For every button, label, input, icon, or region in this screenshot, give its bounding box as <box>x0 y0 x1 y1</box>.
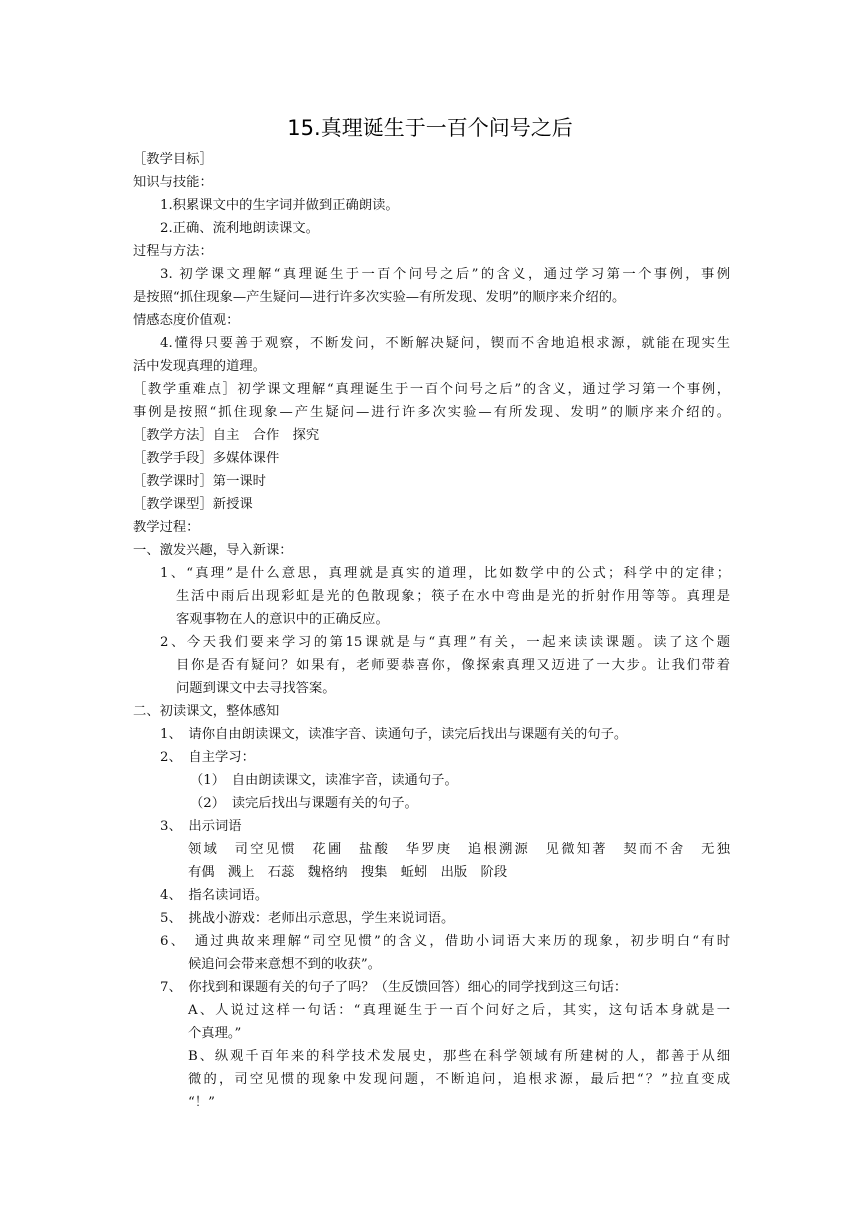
paragraph-line: 是按照“抓住现象—产生疑问—进行许多次实验—有所发现、发明”的顺序来介绍的。 <box>133 290 626 305</box>
section-heading: ［教学目标］ <box>133 152 213 167</box>
list-item: 1.积累课文中的生字词并做到正确朗读。 <box>160 198 399 213</box>
paragraph-line: 活中发现真理的道理。 <box>133 359 266 374</box>
quote-line: 个真理。” <box>188 1026 242 1041</box>
paragraph-line: 客观事物在人的意识中的正确反应。 <box>176 612 389 627</box>
paragraph-line: 2、今天我们要来学习的第15课就是与“真理”有关，一起来读读课题。读了这个题 <box>160 635 730 650</box>
paragraph-line: ［教学重难点］初学课文理解“真理诞生于一百个问号之后”的含义，通过学习第一个事例， <box>133 382 730 397</box>
subheading: 知识与技能： <box>133 175 213 190</box>
quote-line: 微的，司空见惯的现象中发现问题，不断追问，追根求源，最后把“？”拉直变成 <box>188 1072 730 1087</box>
method-line: ［教学方法］自主 合作 探究 <box>133 428 320 443</box>
quote-line: B、纵观千百年来的科学技术发展史，那些在科学领域有所建树的人，都善于从细 <box>188 1049 730 1064</box>
list-item: 2.正确、流利地朗读课文。 <box>160 221 319 236</box>
paragraph-line: 3. 初学课文理解“真理诞生于一百个问号之后”的含义，通过学习第一个事例，事例 <box>160 267 730 282</box>
list-item: 1、 请你自由朗读课文，读准字音、读通句子，读完后找出与课题有关的句子。 <box>160 727 628 742</box>
quote-line: A、人说过这样一句话：“真理诞生于一百个问好之后，其实，这句话本身就是一 <box>188 1003 730 1018</box>
paragraph-line: 生活中雨后出现彩虹是光的色散现象；筷子在水中弯曲是光的折射作用等等。真理是 <box>176 589 730 604</box>
list-item: 7、 你找到和课题有关的句子了吗？（生反馈回答）细心的同学找到这三句话： <box>160 980 628 995</box>
type-line: ［教学课型］新授课 <box>133 497 253 512</box>
paragraph-line: 事例是按照“抓住现象—产生疑问—进行许多次实验—有所发现、发明”的顺序来介绍的。 <box>133 405 730 420</box>
document-title: 15.真理诞生于一百个问号之后 <box>287 116 573 140</box>
vocabulary-line: 领域 司空见惯 花圃 盐酸 华罗庚 追根溯源 见微知著 契而不舍 无独 <box>188 842 730 857</box>
paragraph-line: 目你是否有疑问？如果有，老师要恭喜你，像探索真理又迈进了一大步。让我们带着 <box>176 658 730 673</box>
sub-list-item: （2） 读完后找出与课题有关的句子。 <box>190 796 418 811</box>
list-item: 5、 挑战小游戏：老师出示意思，学生来说词语。 <box>160 911 455 926</box>
period-line: ［教学课时］第一课时 <box>133 474 266 489</box>
subheading: 情感态度价值观： <box>133 313 240 328</box>
subheading: 过程与方法： <box>133 244 213 259</box>
paragraph-line: 1、“真理”是什么意思，真理就是真实的道理，比如数学中的公式；科学中的定律； <box>160 566 730 581</box>
vocabulary-line: 有偶 溅上 石蕊 魏格纳 搜集 蚯蚓 出版 阶段 <box>188 865 508 880</box>
section-heading: 二、初读课文，整体感知 <box>133 704 280 719</box>
list-item: 3、 出示词语 <box>160 819 242 834</box>
paragraph-line: 候追问会带来意想不到的收获”。 <box>188 957 381 972</box>
list-item: 4、 指名读词语。 <box>160 888 269 903</box>
paragraph-line: 4.懂得只要善于观察，不断发问，不断解决疑问，锲而不舍地追根求源，就能在现实生 <box>160 336 730 351</box>
section-heading: 一、激发兴趣，导入新课： <box>133 543 293 558</box>
sub-list-item: （1） 自由朗读课文，读准字音，读通句子。 <box>190 773 458 788</box>
subheading: 教学过程： <box>133 520 200 535</box>
means-line: ［教学手段］多媒体课件 <box>133 451 280 466</box>
paragraph-line: 问题到课文中去寻找答案。 <box>176 681 336 696</box>
quote-line: “！” <box>188 1095 215 1110</box>
list-item: 6、 通过典故来理解“司空见惯”的含义，借助小词语大来历的现象，初步明白“有时 <box>160 934 730 949</box>
list-item: 2、 自主学习： <box>160 750 255 765</box>
